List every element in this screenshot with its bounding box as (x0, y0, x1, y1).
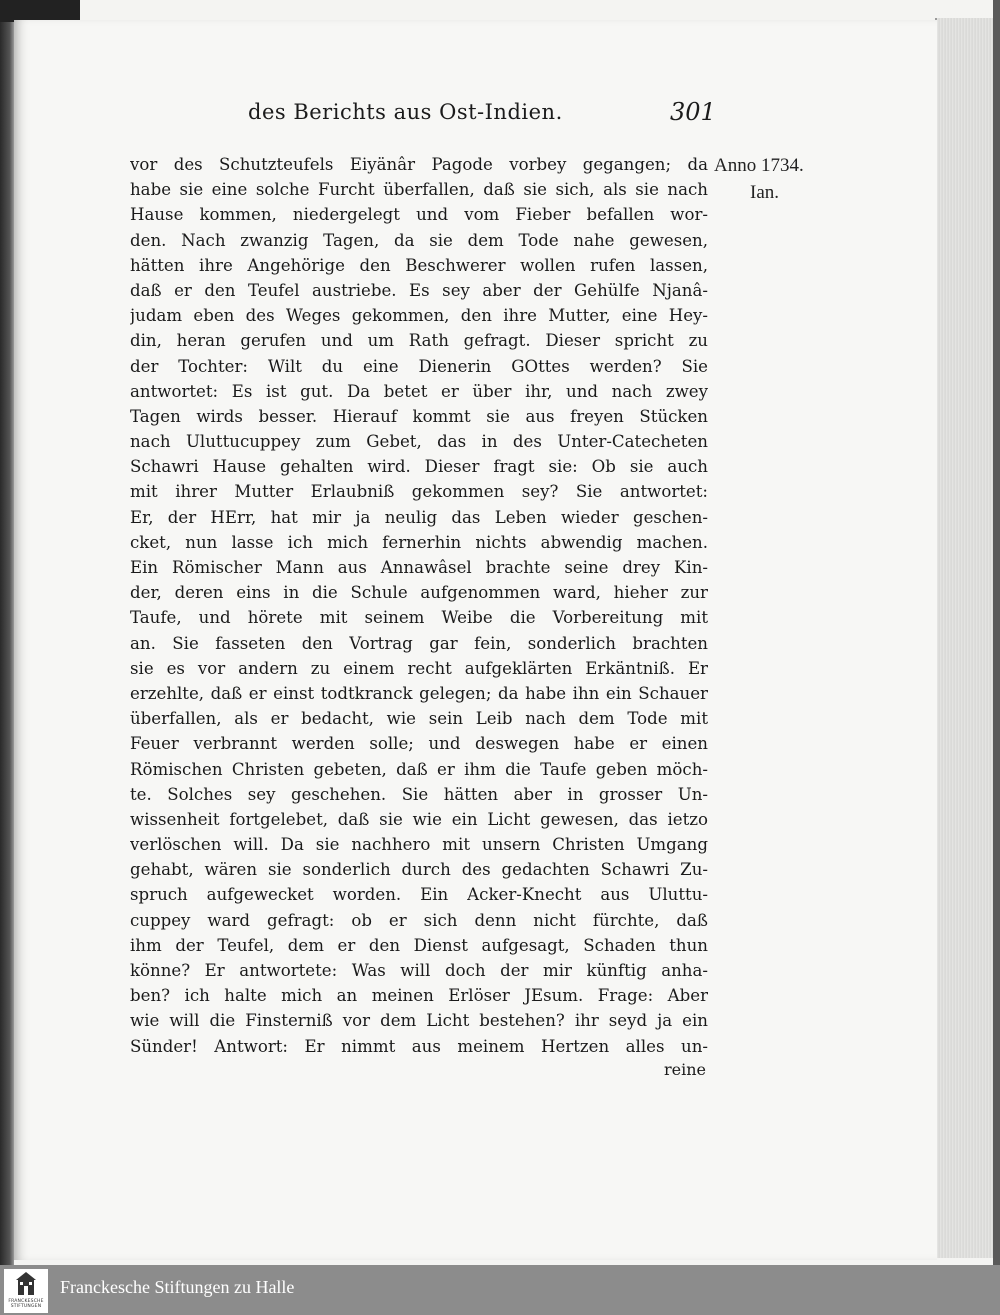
text-line: antwortet: Es ist gut. Da betet er über ihr, und nach zwey (130, 381, 708, 401)
text-line: cket, nun lasse ich mich fernerhin nichts abwendig machen. (130, 532, 708, 552)
building-icon (4, 1269, 48, 1299)
footer-bar (0, 1265, 1000, 1315)
text-line: habe sie eine solche Furcht überfallen, daß sie sich, als sie nach (130, 180, 708, 200)
text-line: mit ihrer Mutter Erlaubniß gekommen sey? Sie antwortet: (130, 482, 708, 502)
text-line: den. Nach zwanzig Tagen, da sie dem Tode nahe gewesen, (130, 230, 708, 250)
text-line: wie will die Finsterniß vor dem Licht bestehen? ihr seyd ja ein (130, 1011, 708, 1031)
logo-caption-line: STIFTUNGEN (10, 1304, 42, 1309)
catchword: reine (664, 1060, 707, 1079)
text-line: nach Uluttucuppey zum Gebet, das in des Unter-Catecheten (130, 432, 708, 452)
text-line: daß er den Teufel austriebe. Es sey aber der Gehülfe Njanâ- (130, 280, 708, 300)
text-line: wissenheit fortgelebet, daß sie wie ein Licht gewesen, das ietzo (130, 809, 708, 829)
text-line: sie es vor andern zu einem recht aufgeklärten Erkäntniß. Er (130, 658, 708, 678)
running-head: des Berichts aus Ost-Indien. (248, 100, 563, 124)
text-line: ben? ich halte mich an meinen Erlöser JEsum. Frage: Aber (130, 986, 708, 1006)
binding-edge-left (0, 0, 14, 1265)
text-line: könne? Er antwortete: Was will doch der mir künftig anha- (130, 961, 708, 980)
page-edge-outer (993, 0, 1000, 1265)
text-line: erzehlte, daß er einst todtkranck gelegen; da habe ihn ein Schauer (130, 683, 708, 703)
margin-note-year: Anno 1734. (714, 155, 804, 176)
text-line: Ein Römischer Mann aus Annawâsel brachte seine drey Kin- (130, 558, 708, 577)
text-line: Schawri Hause gehalten wird. Dieser fragt sie: Ob sie auch (130, 457, 708, 477)
text-line: Feuer verbrannt werden solle; und deswegen habe er einen (130, 734, 708, 754)
text-line: Sünder! Antwort: Er nimmt aus meinem Hertzen alles un- (130, 1036, 708, 1056)
text-line: an. Sie fasseten den Vortrag gar fein, sonderlich brachten (130, 633, 708, 653)
text-line: Römischen Christen gebeten, daß er ihm die Taufe geben möch- (130, 759, 708, 779)
text-line: Taufe, und hörete mit seinem Weibe die Vorbereitung mit (130, 608, 708, 628)
margin-note (714, 152, 824, 206)
text-line: spruch aufgewecket worden. Ein Acker-Knecht aus Uluttu- (130, 885, 708, 905)
text-line: gehabt, wären sie sonderlich durch des gedachten Schawri Zu- (130, 860, 708, 880)
page-number: 301 (670, 98, 716, 126)
text-line: der Tochter: Wilt du eine Dienerin GOttes werden? Sie (130, 356, 708, 376)
text-line: Er, der HErr, hat mir ja neulig das Leben wieder geschen- (130, 507, 708, 527)
footer-title: Franckesche Stiftungen zu Halle (60, 1277, 295, 1297)
institution-logo (4, 1269, 48, 1313)
text-line: hätten ihre Angehörige den Beschwerer wollen rufen lassen, (130, 255, 708, 275)
logo-caption-line: FRANCKESCHE (8, 1299, 44, 1304)
text-line: der, deren eins in die Schule aufgenommen ward, hieher zur (130, 583, 708, 603)
text-line: Hause kommen, niedergelegt und vom Fieber befallen wor- (130, 205, 708, 225)
text-line: ihm der Teufel, dem er den Dienst aufgesagt, Schaden thun (130, 935, 708, 955)
text-line: te. Solches sey geschehen. Sie hätten aber in grosser Un- (130, 784, 708, 804)
margin-note-month: Ian. (750, 182, 780, 203)
body-text (130, 152, 708, 1059)
text-line: verlöschen will. Da sie nachhero mit unsern Christen Umgang (130, 835, 708, 855)
text-line: cuppey ward gefragt: ob er sich denn nicht fürchte, daß (130, 910, 708, 930)
page-edge-stack (935, 18, 995, 1258)
text-line: überfallen, als er bedacht, wie sein Leib nach dem Tode mit (130, 709, 708, 729)
text-line: vor des Schutzteufels Eiyänâr Pagode vorbey gegangen; da (130, 155, 708, 174)
text-line: judam eben des Weges gekommen, den ihre Mutter, eine Hey- (130, 306, 708, 326)
text-line: Tagen wirds besser. Hierauf kommt sie aus freyen Stücken (130, 406, 708, 426)
binding-corner (0, 0, 80, 22)
logo-caption (4, 1299, 48, 1309)
text-line: din, heran gerufen und um Rath gefragt. Dieser spricht zu (130, 331, 708, 351)
